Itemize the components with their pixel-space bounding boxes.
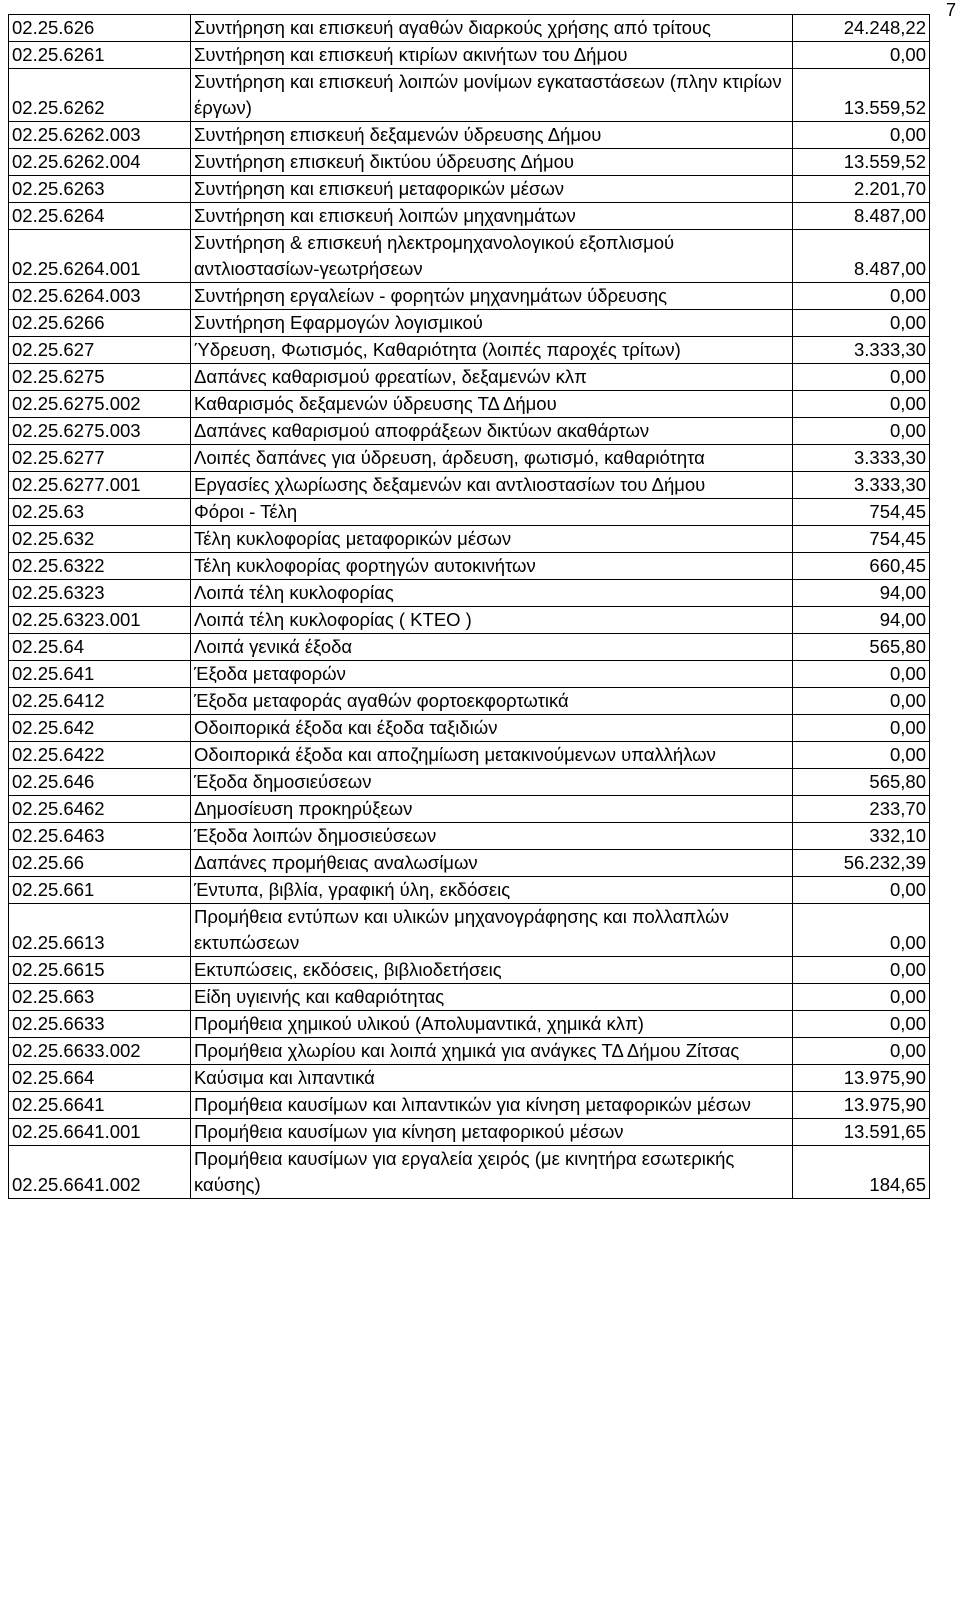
account-description: Προμήθεια χλωρίου και λοιπά χημικά για ανάγκες ΤΔ Δήμου Ζίτσας bbox=[191, 1038, 793, 1065]
account-code: 02.25.6261 bbox=[9, 42, 191, 69]
account-code: 02.25.6613 bbox=[9, 904, 191, 957]
amount: 754,45 bbox=[793, 526, 930, 553]
table-row bbox=[9, 580, 930, 607]
amount: 233,70 bbox=[793, 796, 930, 823]
account-code: 02.25.642 bbox=[9, 715, 191, 742]
amount: 0,00 bbox=[793, 391, 930, 418]
account-description: Τέλη κυκλοφορίας φορτηγών αυτοκινήτων bbox=[191, 553, 793, 580]
amount: 13.559,52 bbox=[793, 69, 930, 122]
amount: 0,00 bbox=[793, 688, 930, 715]
account-code: 02.25.66 bbox=[9, 850, 191, 877]
account-description: Οδοιπορικά έξοδα και αποζημίωση μετακινούμενων υπαλλήλων bbox=[191, 742, 793, 769]
table-row bbox=[9, 176, 930, 203]
table-row bbox=[9, 634, 930, 661]
account-description: Συντήρηση και επισκευή λοιπών μηχανημάτων bbox=[191, 203, 793, 230]
table-row bbox=[9, 1119, 930, 1146]
account-description: Εργασίες χλωρίωσης δεξαμενών και αντλιοστασίων του Δήμου bbox=[191, 472, 793, 499]
budget-table bbox=[8, 14, 930, 1199]
amount: 3.333,30 bbox=[793, 472, 930, 499]
amount: 24.248,22 bbox=[793, 15, 930, 42]
table-row bbox=[9, 1011, 930, 1038]
table-row bbox=[9, 984, 930, 1011]
account-description: Ύδρευση, Φωτισμός, Καθαριότητα (λοιπές παροχές τρίτων) bbox=[191, 337, 793, 364]
amount: 0,00 bbox=[793, 283, 930, 310]
account-description: Καύσιμα και λιπαντικά bbox=[191, 1065, 793, 1092]
account-code: 02.25.627 bbox=[9, 337, 191, 364]
amount: 0,00 bbox=[793, 418, 930, 445]
account-description: Συντήρηση και επισκευή λοιπών μονίμων εγκαταστάσεων (πλην κτιρίων έργων) bbox=[191, 69, 793, 122]
account-code: 02.25.6275 bbox=[9, 364, 191, 391]
account-code: 02.25.6462 bbox=[9, 796, 191, 823]
account-code: 02.25.6262 bbox=[9, 69, 191, 122]
account-description: Δαπάνες προμήθειας αναλωσίμων bbox=[191, 850, 793, 877]
account-description: Συντήρηση και επισκευή μεταφορικών μέσων bbox=[191, 176, 793, 203]
table-row bbox=[9, 337, 930, 364]
table-row bbox=[9, 850, 930, 877]
table-row bbox=[9, 877, 930, 904]
amount: 0,00 bbox=[793, 1038, 930, 1065]
account-description: Φόροι - Τέλη bbox=[191, 499, 793, 526]
table-row bbox=[9, 203, 930, 230]
table-row bbox=[9, 69, 930, 122]
account-code: 02.25.6264.003 bbox=[9, 283, 191, 310]
amount: 0,00 bbox=[793, 957, 930, 984]
table-row bbox=[9, 283, 930, 310]
account-code: 02.25.6264.001 bbox=[9, 230, 191, 283]
amount: 94,00 bbox=[793, 607, 930, 634]
account-code: 02.25.6641.001 bbox=[9, 1119, 191, 1146]
table-row bbox=[9, 769, 930, 796]
account-description: Δαπάνες καθαρισμού αποφράξεων δικτύων ακαθάρτων bbox=[191, 418, 793, 445]
table-row bbox=[9, 796, 930, 823]
table-row bbox=[9, 1065, 930, 1092]
account-code: 02.25.63 bbox=[9, 499, 191, 526]
amount: 0,00 bbox=[793, 122, 930, 149]
account-code: 02.25.6615 bbox=[9, 957, 191, 984]
account-description: Λοιπά γενικά έξοδα bbox=[191, 634, 793, 661]
account-description: Συντήρηση εργαλείων - φορητών μηχανημάτων ύδρευσης bbox=[191, 283, 793, 310]
account-description: Προμήθεια καυσίμων και λιπαντικών για κίνηση μεταφορικών μέσων bbox=[191, 1092, 793, 1119]
table-row bbox=[9, 1146, 930, 1199]
table-row bbox=[9, 688, 930, 715]
account-code: 02.25.6641 bbox=[9, 1092, 191, 1119]
account-code: 02.25.6412 bbox=[9, 688, 191, 715]
table-row bbox=[9, 553, 930, 580]
account-description: Έξοδα μεταφορών bbox=[191, 661, 793, 688]
account-code: 02.25.6275.002 bbox=[9, 391, 191, 418]
account-description: Δημοσίευση προκηρύξεων bbox=[191, 796, 793, 823]
table-row bbox=[9, 499, 930, 526]
table-row bbox=[9, 904, 930, 957]
table-row bbox=[9, 715, 930, 742]
table-row bbox=[9, 149, 930, 176]
amount: 332,10 bbox=[793, 823, 930, 850]
amount: 56.232,39 bbox=[793, 850, 930, 877]
account-description: Είδη υγιεινής και καθαριότητας bbox=[191, 984, 793, 1011]
account-code: 02.25.641 bbox=[9, 661, 191, 688]
amount: 0,00 bbox=[793, 310, 930, 337]
amount: 754,45 bbox=[793, 499, 930, 526]
account-code: 02.25.6263 bbox=[9, 176, 191, 203]
amount: 3.333,30 bbox=[793, 337, 930, 364]
account-description: Λοιπές δαπάνες για ύδρευση, άρδευση, φωτισμό, καθαριότητα bbox=[191, 445, 793, 472]
amount: 184,65 bbox=[793, 1146, 930, 1199]
amount: 8.487,00 bbox=[793, 230, 930, 283]
account-description: Τέλη κυκλοφορίας μεταφορικών μέσων bbox=[191, 526, 793, 553]
account-description: Οδοιπορικά έξοδα και έξοδα ταξιδιών bbox=[191, 715, 793, 742]
amount: 0,00 bbox=[793, 715, 930, 742]
amount: 0,00 bbox=[793, 904, 930, 957]
account-description: Συντήρηση και επισκευή κτιρίων ακινήτων του Δήμου bbox=[191, 42, 793, 69]
account-code: 02.25.632 bbox=[9, 526, 191, 553]
account-description: Έξοδα μεταφοράς αγαθών φορτοεκφορτωτικά bbox=[191, 688, 793, 715]
account-description: Συντήρηση & επισκευή ηλεκτρομηχανολογικού εξοπλισμού αντλιοστασίων-γεωτρήσεων bbox=[191, 230, 793, 283]
account-description: Προμήθεια εντύπων και υλικών μηχανογράφησης και πολλαπλών εκτυπώσεων bbox=[191, 904, 793, 957]
account-code: 02.25.6322 bbox=[9, 553, 191, 580]
amount: 3.333,30 bbox=[793, 445, 930, 472]
table-row bbox=[9, 42, 930, 69]
account-description: Συντήρηση Εφαρμογών λογισμικού bbox=[191, 310, 793, 337]
account-description: Προμήθεια χημικού υλικού (Απολυμαντικά, χημικά κλπ) bbox=[191, 1011, 793, 1038]
account-code: 02.25.646 bbox=[9, 769, 191, 796]
amount: 0,00 bbox=[793, 877, 930, 904]
table-row bbox=[9, 122, 930, 149]
table-row bbox=[9, 230, 930, 283]
account-description: Συντήρηση επισκευή δικτύου ύδρευσης Δήμου bbox=[191, 149, 793, 176]
table-row bbox=[9, 957, 930, 984]
amount: 660,45 bbox=[793, 553, 930, 580]
account-code: 02.25.6463 bbox=[9, 823, 191, 850]
table-row bbox=[9, 15, 930, 42]
account-description: Εκτυπώσεις, εκδόσεις, βιβλιοδετήσεις bbox=[191, 957, 793, 984]
account-code: 02.25.6633 bbox=[9, 1011, 191, 1038]
account-description: Λοιπά τέλη κυκλοφορίας ( ΚΤΕΟ ) bbox=[191, 607, 793, 634]
account-description: Προμήθεια καυσίμων για εργαλεία χειρός (με κινητήρα εσωτερικής καύσης) bbox=[191, 1146, 793, 1199]
account-description: Δαπάνες καθαρισμού φρεατίων, δεξαμενών κλπ bbox=[191, 364, 793, 391]
account-code: 02.25.6323 bbox=[9, 580, 191, 607]
account-code: 02.25.64 bbox=[9, 634, 191, 661]
table-row bbox=[9, 472, 930, 499]
account-code: 02.25.6275.003 bbox=[9, 418, 191, 445]
amount: 2.201,70 bbox=[793, 176, 930, 203]
table-row bbox=[9, 310, 930, 337]
account-description: Λοιπά τέλη κυκλοφορίας bbox=[191, 580, 793, 607]
amount: 13.559,52 bbox=[793, 149, 930, 176]
account-code: 02.25.6323.001 bbox=[9, 607, 191, 634]
table-row bbox=[9, 661, 930, 688]
amount: 0,00 bbox=[793, 1011, 930, 1038]
table-row bbox=[9, 526, 930, 553]
amount: 94,00 bbox=[793, 580, 930, 607]
table-row bbox=[9, 742, 930, 769]
table-row bbox=[9, 445, 930, 472]
account-description: Προμήθεια καυσίμων για κίνηση μεταφορικού μέσων bbox=[191, 1119, 793, 1146]
amount: 0,00 bbox=[793, 42, 930, 69]
amount: 13.975,90 bbox=[793, 1065, 930, 1092]
account-code: 02.25.626 bbox=[9, 15, 191, 42]
account-code: 02.25.6264 bbox=[9, 203, 191, 230]
account-description: Έντυπα, βιβλία, γραφική ύλη, εκδόσεις bbox=[191, 877, 793, 904]
amount: 0,00 bbox=[793, 661, 930, 688]
table-row bbox=[9, 364, 930, 391]
account-description: Καθαρισμός δεξαμενών ύδρευσης ΤΔ Δήμου bbox=[191, 391, 793, 418]
amount: 0,00 bbox=[793, 364, 930, 391]
amount: 13.975,90 bbox=[793, 1092, 930, 1119]
table-row bbox=[9, 418, 930, 445]
amount: 13.591,65 bbox=[793, 1119, 930, 1146]
table-row bbox=[9, 391, 930, 418]
amount: 8.487,00 bbox=[793, 203, 930, 230]
budget-table-body bbox=[9, 15, 930, 1199]
account-code: 02.25.6277 bbox=[9, 445, 191, 472]
account-code: 02.25.6262.004 bbox=[9, 149, 191, 176]
account-description: Συντήρηση επισκευή δεξαμενών ύδρευσης Δήμου bbox=[191, 122, 793, 149]
account-code: 02.25.6641.002 bbox=[9, 1146, 191, 1199]
account-code: 02.25.664 bbox=[9, 1065, 191, 1092]
amount: 565,80 bbox=[793, 634, 930, 661]
account-code: 02.25.6633.002 bbox=[9, 1038, 191, 1065]
account-code: 02.25.6266 bbox=[9, 310, 191, 337]
account-description: Συντήρηση και επισκευή αγαθών διαρκούς χρήσης από τρίτους bbox=[191, 15, 793, 42]
account-code: 02.25.6262.003 bbox=[9, 122, 191, 149]
account-code: 02.25.663 bbox=[9, 984, 191, 1011]
amount: 0,00 bbox=[793, 984, 930, 1011]
account-code: 02.25.6277.001 bbox=[9, 472, 191, 499]
amount: 0,00 bbox=[793, 742, 930, 769]
table-row bbox=[9, 823, 930, 850]
account-description: Έξοδα δημοσιεύσεων bbox=[191, 769, 793, 796]
amount: 565,80 bbox=[793, 769, 930, 796]
account-description: Έξοδα λοιπών δημοσιεύσεων bbox=[191, 823, 793, 850]
account-code: 02.25.6422 bbox=[9, 742, 191, 769]
table-row bbox=[9, 1038, 930, 1065]
table-row bbox=[9, 1092, 930, 1119]
account-code: 02.25.661 bbox=[9, 877, 191, 904]
table-row bbox=[9, 607, 930, 634]
page-number: 7 bbox=[945, 0, 956, 20]
